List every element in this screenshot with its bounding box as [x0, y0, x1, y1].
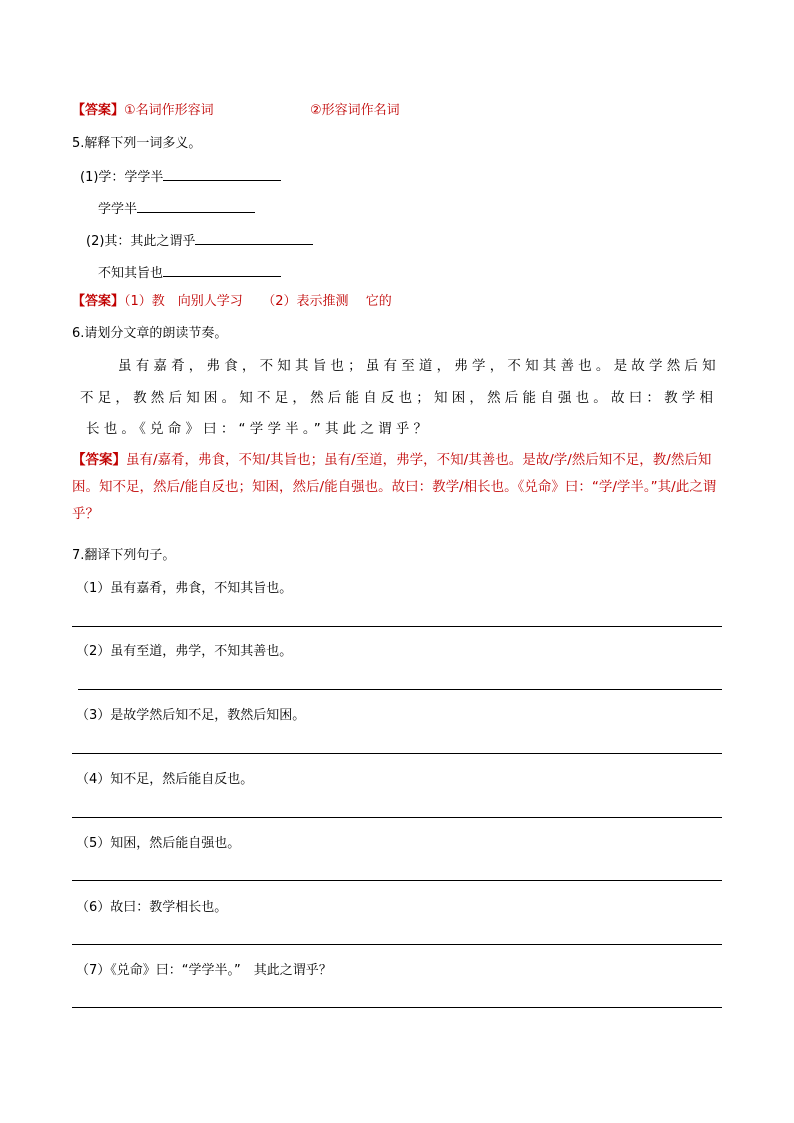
answer-line — [72, 817, 722, 818]
answer-line — [72, 753, 722, 754]
q5-item-2b-text: 不知其旨也 — [98, 266, 164, 281]
answer-blank — [195, 230, 313, 245]
q6-answer-text: 虽有/嘉肴，弗食，不知/其旨也；虽有/至道，弗学，不知/其善也。是故/学/然后知不足，教/然后知困。知不足，然后/能自反也；知困，然后/能自强也。故曰：教学/相长也。《兑命》曰：“学/学半。”其/此之谓乎？ — [72, 452, 717, 522]
q7-item-7: （7）《兑命》曰：“学学半。” 其此之谓乎？ — [76, 963, 332, 978]
answer-line — [78, 689, 722, 690]
q5-item-1-text: (1)学：学学半 — [80, 170, 164, 185]
q4-answer-1: ①名词作形容词 — [124, 103, 214, 118]
q5-title: 5.解释下列一词多义。 — [72, 136, 202, 151]
q5-item-2 — [86, 230, 313, 252]
q7-title: 7.翻译下列句子。 — [72, 548, 176, 563]
q7-item-2: （2）虽有至道，弗学，不知其善也。 — [76, 644, 293, 659]
q7-item-4: （4）知不足，然后能自反也。 — [76, 772, 254, 787]
q5-item-1 — [80, 166, 281, 188]
q7-item-5: （5）知困，然后能自强也。 — [76, 836, 241, 851]
answer-line — [72, 944, 722, 945]
q6-passage-line-2: 不足，教然后知困。知不足，然后能自反也；知困，然后能自强也。故曰：教学相 — [80, 390, 718, 406]
q7-item-1: （1）虽有嘉肴，弗食，不知其旨也。 — [76, 581, 293, 596]
answer-blank — [163, 262, 281, 277]
q5-item-1b — [98, 198, 255, 220]
answer-line — [72, 880, 722, 881]
q5-item-2b — [98, 262, 281, 284]
q5-item-1b-text: 学学半 — [98, 202, 138, 217]
answer-blank — [163, 166, 281, 181]
answer-tag: 【答案】 — [72, 103, 125, 118]
answer-blank — [137, 198, 255, 213]
answer-line — [72, 1007, 722, 1008]
q5-answer-text: （1）教 向别人学习 （2）表示推测 它的 — [124, 294, 392, 309]
answer-line — [72, 626, 722, 627]
q6-passage-line-3: 长也。《兑命》曰：“学学半。”其此之谓乎？ — [86, 421, 432, 437]
q6-answer — [72, 447, 728, 528]
q5-answer — [72, 292, 392, 312]
q4-answer-2: ②形容词作名词 — [310, 103, 400, 118]
answer-tag: 【答案】 — [72, 294, 125, 309]
q6-title: 6.请划分文章的朗读节奏。 — [72, 326, 228, 341]
answer-tag: 【答案】 — [72, 452, 126, 468]
q6-passage-line-1: 虽有嘉肴，弗食，不知其旨也；虽有至道，弗学，不知其善也。是故学然后知 — [118, 358, 720, 374]
q7-item-3: （3）是故学然后知不足，教然后知困。 — [76, 708, 306, 723]
q5-item-2-text: (2)其：其此之谓乎 — [86, 234, 196, 249]
q7-item-6: （6）故曰：教学相长也。 — [76, 900, 228, 915]
q4-answer — [72, 101, 214, 121]
